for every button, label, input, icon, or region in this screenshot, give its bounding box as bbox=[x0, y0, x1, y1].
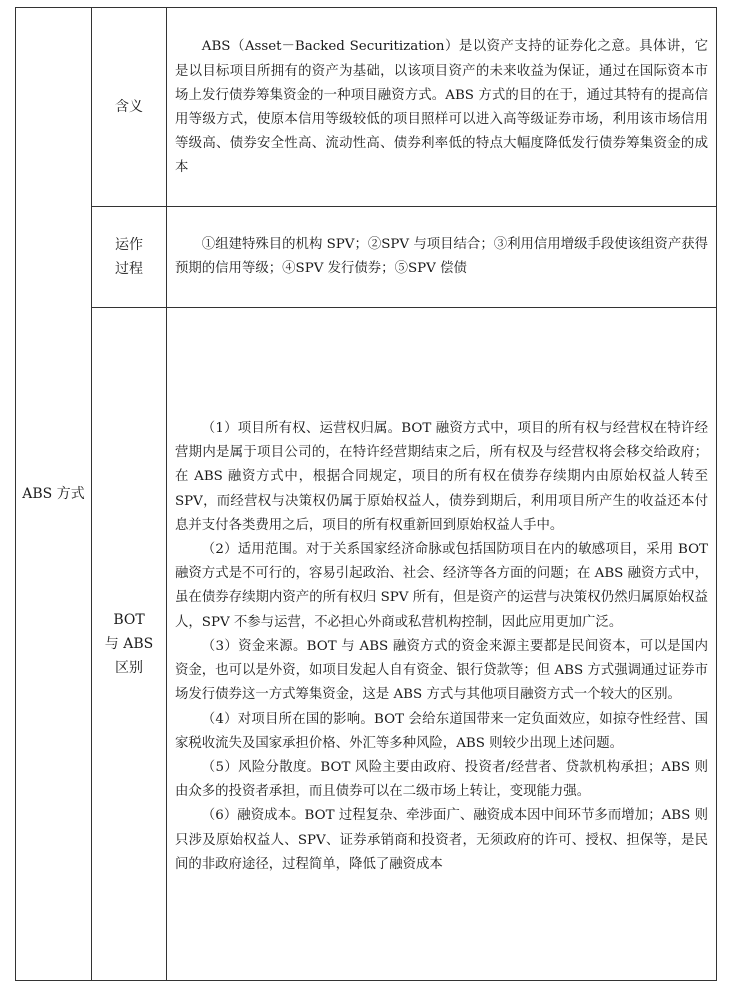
main-row-label: ABS 方式 bbox=[16, 8, 92, 981]
paragraph: （1）项目所有权、运营权归属。BOT 融资方式中，项目的所有权与经营权在特许经营期内是属于项目公司的，在特许经营期结束之后，所有权及与经营权将会移交给政府；在 ABS 融资方式中，根据合同规定，项目的所有权在债券存续期内由原始权益人转至 SPV，而经营权与决策权仍属于原始权益人，债券到期后，利用项目所产生的收益还本付息并支付各类费用之后，项目的所有权重新回到原始权益人手中。 bbox=[175, 421, 708, 533]
paragraph: ①组建特殊目的机构 SPV；②SPV 与项目结合；③利用信用增级手段使该组资产获得预期的信用等级；④SPV 发行债券；⑤SPV 偿债 bbox=[175, 236, 708, 276]
content-process bbox=[167, 207, 717, 308]
table-row-bot-vs-abs bbox=[16, 308, 717, 981]
sub-label-line: 区别 bbox=[115, 660, 143, 676]
paragraph: （5）风险分散度。BOT 风险主要由政府、投资者/经营者、贷款机构承担；ABS 则由众多的投资者承担，而且债券可以在二级市场上转让，变现能力强。 bbox=[175, 759, 708, 800]
table-row-meaning bbox=[16, 8, 717, 207]
paragraph: （4）对项目所在国的影响。BOT 会给东道国带来一定负面效应，如掠夺性经营、国家税收流失及国家承担价格、外汇等多种风险，ABS 则较少出现上述问题。 bbox=[175, 711, 708, 751]
paragraph: ABS（Asset－Backed Securitization）是以资产支持的证券化之意。具体讲，它是以目标项目所拥有的资产为基础，以该项目资产的未来收益为保证，通过在国际资本市场上发行债券筹集资金的一种项目融资方式。ABS 方式的目的在于，通过其特有的提高信用等级方式，使原本信用等级较低的项目照样可以进入高等级证券市场，利用该市场信用等级高、债券安全性高、流动性高、债券利率低的特点大幅度降低发行债券筹集资金的成本 bbox=[175, 39, 708, 176]
sub-label-line: 含义 bbox=[115, 99, 143, 115]
content-meaning bbox=[167, 8, 717, 207]
paragraph: （2）适用范围。对于关系国家经济命脉或包括国防项目在内的敏感项目，采用 BOT 融资方式是不可行的，容易引起政治、社会、经济等各方面的问题；在 ABS 融资方式中，虽在债券存续期内资产的所有权归 SPV 所有，但是资产的运营与决策权仍然归属原始权益人，SPV 不参与运营，不必担心外商或私营机构控制，因此应用更加广泛。 bbox=[175, 542, 708, 630]
sub-label-difference bbox=[92, 308, 167, 981]
sub-label-line: 过程 bbox=[115, 261, 143, 277]
paragraph: （6）融资成本。BOT 过程复杂、牵涉面广、融资成本因中间环节多而增加；ABS 则只涉及原始权益人、SPV、证券承销商和投资者，无须政府的许可、授权、担保等，是民间的非政府途径，过程简单，降低了融资成本 bbox=[175, 808, 708, 872]
paragraph: （3）资金来源。BOT 与 ABS 融资方式的资金来源主要都是民间资本，可以是国内资金，也可以是外资，如项目发起人自有资金、银行贷款等；但 ABS 方式强调通过证券市场发行债券这一方式筹集资金，这是 ABS 方式与其他项目融资方式一个较大的区别。 bbox=[175, 638, 708, 703]
sub-label-line: BOT bbox=[113, 612, 145, 628]
content-difference bbox=[167, 308, 717, 981]
sub-label-line: 与 ABS bbox=[104, 636, 154, 652]
abs-comparison-table bbox=[15, 7, 717, 981]
sub-label-meaning bbox=[92, 8, 167, 207]
sub-label-process bbox=[92, 207, 167, 308]
sub-label-line: 运作 bbox=[115, 237, 143, 253]
table-row-process bbox=[16, 207, 717, 308]
